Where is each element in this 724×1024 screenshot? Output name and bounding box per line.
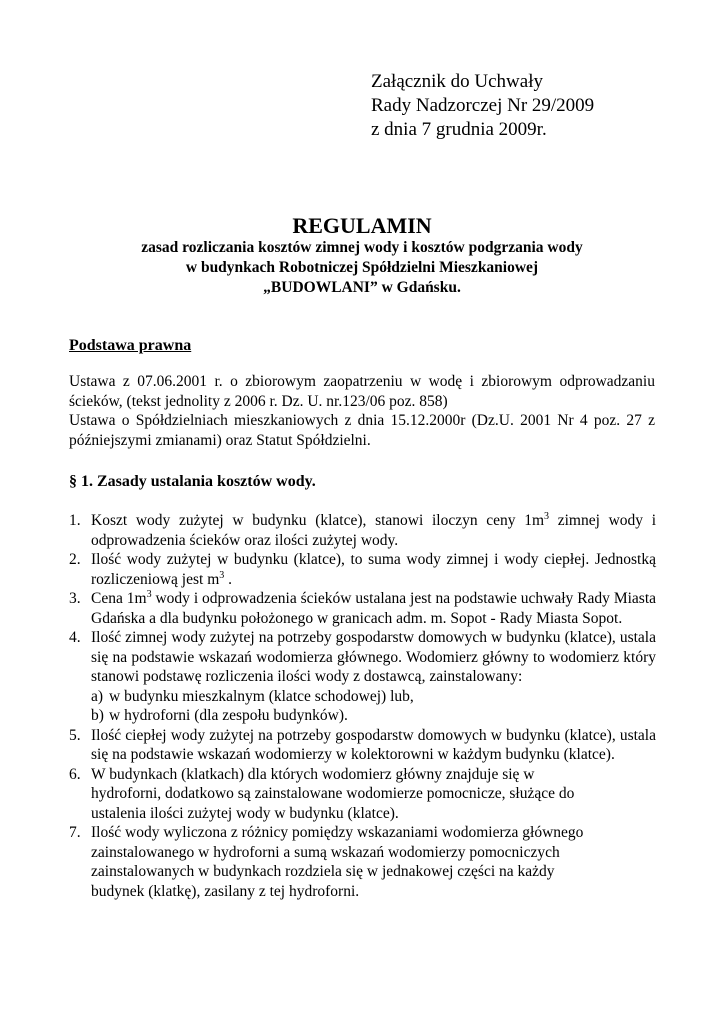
list-item: [69, 726, 656, 765]
list-item-number: 6.: [69, 765, 81, 783]
list-item: [69, 511, 656, 550]
list-item-line: zainstalowanych w budynkach rozdziela się w jednakowej części na każdy: [91, 863, 555, 880]
list-item: [69, 550, 656, 589]
sub-list-item: [91, 687, 656, 707]
list-item-text-b: zimnej wody i odprowadzenia ścieków oraz ilości zużytej wody.: [91, 512, 656, 549]
document-title: REGULAMIN: [292, 213, 432, 238]
legal-basis-text: [69, 372, 655, 450]
superscript: 3: [544, 510, 550, 522]
superscript: 3: [146, 588, 152, 600]
list-item-text-b: wody i odprowadzenia ścieków ustalana jest na podstawie uchwały Rady Miasta Gdańska a dla budynku położonego w granicach adm. m. Sopot - Rady Miasta Sopot.: [91, 590, 657, 627]
annex-line-1: Załącznik do Uchwały: [371, 71, 543, 92]
list-item-number: 3.: [69, 590, 81, 607]
subtitle-line-3: „BUDOWLANI” w Gdańsku.: [263, 279, 461, 296]
list-item-text: Ilość zimnej wody zużytej na potrzeby gospodarstw domowych w budynku (klatce), ustala się na podstawie wskazań wodomierza głównego. Wodomierz główny to wodomierz który stanowi podstawę rozliczenia ilości wody z dostawcą, zainstalowany:: [91, 629, 656, 685]
section-1-heading: § 1. Zasady ustalania kosztów wody.: [69, 473, 316, 490]
list-item-line: hydroforni, dodatkowo są zainstalowane wodomierze pomocnicze, służące do: [91, 785, 575, 802]
annex-note: [371, 70, 594, 142]
list-item: [69, 628, 656, 726]
list-item-text-a: Cena 1m: [91, 590, 147, 607]
sub-list-item-text: w budynku mieszkalnym (klatce schodowej) lub,: [109, 687, 414, 705]
sub-list-item-text: w hydroforni (dla zespołu budynków).: [109, 707, 348, 724]
list-item-number: 4.: [69, 629, 81, 646]
list-item-text-a: Koszt wody zużytej w budynku (klatce), stanowi iloczyn ceny 1m: [91, 512, 545, 529]
list-item: [69, 823, 656, 901]
sub-list-item-letter: a): [91, 687, 104, 705]
list-item: [69, 589, 656, 628]
list-item-line: ustalenia ilości zużytej wody w budynku (klatce).: [91, 804, 399, 822]
list-item: [69, 765, 656, 824]
sub-list: [91, 687, 656, 726]
annex-line-2: Rady Nadzorczej Nr 29/2009: [371, 95, 595, 116]
list-item-line: W budynkach (klatkach) dla których wodomierz główny znajduje się w: [91, 765, 535, 783]
annex-line-3: z dnia 7 grudnia 2009r.: [371, 119, 547, 140]
list-item-number: 7.: [69, 824, 81, 841]
list-item-text: Ilość ciepłej wody zużytej na potrzeby gospodarstw domowych w budynku (klatce), ustala się na podstawie wskazań wodomierzy w kolektorowni w każdym budynku (klatce).: [91, 726, 656, 763]
subtitle-line-1: zasad rozliczania kosztów zimnej wody i kosztów podgrzania wody: [141, 239, 583, 256]
subtitle-line-2: w budynkach Robotniczej Spółdzielni Mieszkaniowej: [185, 259, 539, 276]
list-item-line: Ilość wody wyliczona z różnicy pomiędzy wskazaniami wodomierza głównego: [91, 824, 584, 841]
list-item-line: budynek (klatkę), zasilany z tej hydroforni.: [91, 882, 360, 900]
list-item-number: 1.: [69, 512, 81, 529]
section-1-list: [69, 511, 656, 901]
list-item-number: 5.: [69, 726, 81, 744]
legal-basis-paragraph-2: Ustawa o Spółdzielniach mieszkaniowych z dnia 15.12.2000r (Dz.U. 2001 Nr 4 poz. 27 z późniejszymi zmianami) oraz Statut Spółdzielni.: [69, 412, 655, 449]
list-item-text-b: .: [224, 570, 233, 588]
list-item-number: 2.: [69, 551, 81, 568]
document-subtitle: [0, 238, 724, 298]
superscript: 3: [219, 569, 225, 581]
legal-basis-paragraph-1: Ustawa z 07.06.2001 r. o zbiorowym zaopatrzeniu w wodę i zbiorowym odprowadzaniu ścieków, (tekst jednolity z 2006 r. Dz. U. nr.123/06 poz. 858): [69, 373, 655, 410]
list-item-text-a: Ilość wody zużytej w budynku (klatce), to suma wody zimnej i wody ciepłej. Jednostką rozliczeniową jest m: [91, 551, 656, 588]
list-item-line: zainstalowanego w hydroforni a sumą wskazań wodomierzy pomocniczych: [91, 843, 560, 861]
legal-basis-heading: Podstawa prawna: [69, 337, 192, 354]
sub-list-item: [91, 706, 656, 726]
sub-list-item-letter: b): [91, 707, 104, 724]
